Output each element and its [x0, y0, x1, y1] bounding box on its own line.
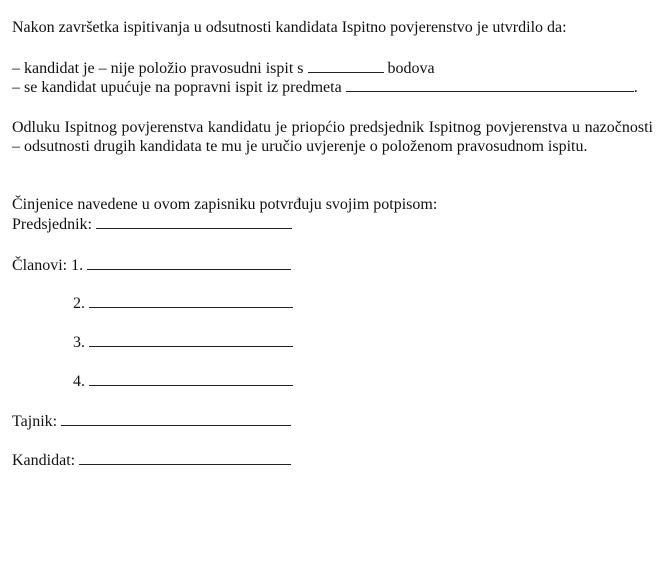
points-field[interactable]	[308, 58, 384, 73]
candidate-line	[12, 450, 291, 470]
member-number: 4.	[73, 373, 85, 390]
retake-line	[12, 77, 638, 97]
candidate-signature-field[interactable]	[79, 450, 291, 465]
member-1-line	[12, 255, 291, 275]
decision-paragraph: Odluku Ispitnog povjerenstva kandidatu je priopćio predsjednik Ispitnog povjerenstva u nazočnosti – odsutnosti drugih kandidata te mu je uručio uvjerenje o položenom pravosudnom ispitu.	[12, 119, 653, 155]
intro-text: Nakon završetka ispitivanja u odsutnosti kandidata Ispitno povjerenstvo je utvrdilo da:	[12, 19, 567, 36]
secretary-label: Tajnik:	[12, 413, 58, 430]
member-2-line	[73, 293, 293, 313]
member-number: 1.	[71, 257, 84, 274]
member-4-signature-field[interactable]	[89, 371, 293, 386]
member-1-signature-field[interactable]	[87, 255, 291, 270]
secretary-signature-field[interactable]	[61, 411, 291, 426]
points-label: – kandidat je – nije položio pravosudni ispit s	[12, 60, 304, 77]
confirm-text: Činjenice navedene u ovom zapisniku potvrđuju svojim potpisom:	[12, 196, 438, 213]
retake-period: .	[633, 79, 638, 96]
points-line	[12, 58, 435, 78]
member-3-signature-field[interactable]	[89, 332, 293, 347]
member-2-signature-field[interactable]	[89, 293, 293, 308]
president-line	[12, 214, 292, 234]
candidate-label: Kandidat:	[12, 452, 76, 469]
member-number: 2.	[73, 295, 85, 312]
retake-subject-field[interactable]	[346, 77, 634, 92]
member-4-line	[73, 371, 293, 391]
points-suffix: bodova	[387, 60, 435, 77]
member-3-line	[73, 332, 293, 352]
president-label: Predsjednik:	[12, 216, 92, 233]
president-signature-field[interactable]	[96, 214, 292, 229]
member-number: 3.	[73, 334, 85, 351]
retake-label: – se kandidat upućuje na popravni ispit iz predmeta	[12, 79, 342, 96]
secretary-line	[12, 411, 291, 431]
members-label: Članovi:	[12, 257, 68, 274]
